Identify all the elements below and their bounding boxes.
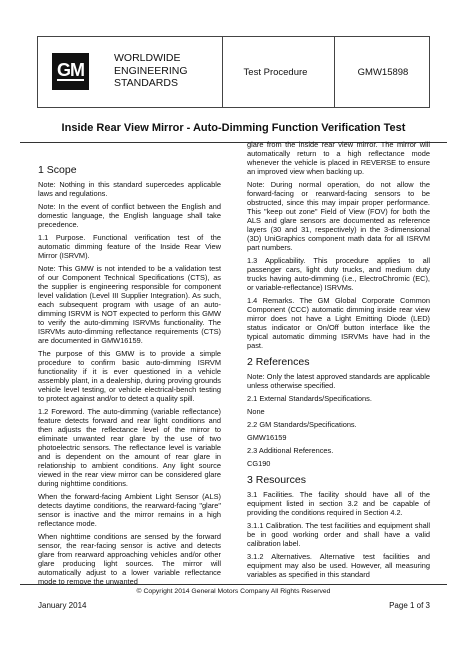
footer-date: January 2014: [38, 601, 87, 610]
paragraph: When nighttime conditions are sensed by the forward sensor, the rear-facing sensor is active and detects glare from rearward approaching vehicles and/or other glare producing light sources. The mirror will automatically adjust to a lower variable reflectance mode to remove the unwanted: [38, 532, 221, 586]
paragraph: None: [247, 407, 265, 416]
left-column: [38, 158, 221, 590]
paragraph: glare from the inside rear view mirror. The mirror will automatically return to a high reflectance mode whenever the vehicle is placed in REVERSE to ensure an improved view when backing up.: [247, 140, 430, 176]
org-name: WORLDWIDE ENGINEERING STANDARDS: [114, 52, 188, 89]
paragraph: 2.1 External Standards/Specifications.: [247, 394, 372, 403]
paragraph: 1.3 Applicability. This procedure applies to all passenger cars, light duty trucks, and medium duty trucks having auto-dimming (i.e., ElectroChromic (EC), or variable-reflectance) ISRVMs.: [247, 256, 430, 292]
paragraph: The purpose of this GMW is to provide a simple procedure to confirm basic auto-dimming ISRVM functionality if it is ever questioned in a vehicle assembly plant, in a dealership, during proving grounds vehicle level testing, or vehicle electrical-bench testing to protect against and/or to detect a quality spill.: [38, 349, 221, 403]
document-header: [37, 36, 430, 108]
paragraph: 1.2 Foreword. The auto-dimming (variable reflectance) feature detects forward and rear light conditions and then adjusts the reflectance level of the mirror to eliminate unwanted rear glare by the use of two photoelectric sensors. The reflectance level is variable and is dependent on the amount of rear glare in relationship to ambient conditions. Any light source viewed in the rear view mirror can be considered glare during nighttime conditions.: [38, 407, 221, 488]
footer-rule: [20, 584, 447, 585]
right-column: [247, 140, 430, 583]
header-divider: [334, 37, 335, 107]
paragraph: 1.4 Remarks. The GM Global Corporate Common Component (CCC) automatic dimming inside rear view mirror does not have a Light Emitting Diode (LED) status indicator or On/Off button interface like the typical automatic dimming ISRVMs have had in the past.: [247, 296, 430, 350]
paragraph: 2.3 Additional References.: [247, 446, 334, 455]
paragraph: 1.1 Purpose. Functional verification test of the automatic dimming feature of the Inside Rear View Mirror (ISRVM).: [38, 233, 221, 260]
gm-logo: GM: [52, 53, 89, 90]
paragraph: 2.2 GM Standards/Specifications.: [247, 420, 357, 429]
section-heading: 2 References: [247, 356, 310, 368]
paragraph: Note: This GMW is not intended to be a validation test of our Component Technical Specifications (CTS), as the supplier is engineering responsible for component level validation (Level III Supplier Integration). As such, each subsequent program with usage of an auto-dimming ISRVM is NOT expected to perform this GMW to verify the auto-dimming ISRVMs functionality. The ISRVMs auto-dimming reflectance requirements (CTS) are documented in GMW16159.: [38, 264, 221, 345]
paragraph: Note: In the event of conflict between the English and domestic language, the English language shall take precedence.: [38, 202, 221, 229]
paragraph: GMW16159: [247, 433, 287, 442]
paragraph: 3.1.1 Calibration. The test facilities and equipment shall be in good working order and shall have a valid calibration label.: [247, 521, 430, 548]
paragraph: Note: Only the latest approved standards are applicable unless otherwise specified.: [247, 372, 430, 390]
document-type: Test Procedure: [243, 67, 308, 78]
footer-page-number: Page 1 of 3: [389, 601, 430, 610]
paragraph: 3.1 Facilities. The facility should have all of the equipment listed in section 3.2 and be capable of providing the conditions required in Section 4.2.: [247, 490, 430, 517]
header-divider: [222, 37, 223, 107]
paragraph: 3.1.2 Alternatives. Alternative test facilities and equipment may also be used. However, all measuring variables as specified in this standard: [247, 552, 430, 579]
paragraph: When the forward-facing Ambient Light Sensor (ALS) detects daytime conditions, the rearward-facing "glare" sensor is inactive and the mirror remains in a high reflectance mode.: [38, 492, 221, 528]
section-heading: 3 Resources: [247, 474, 306, 486]
paragraph: CG190: [247, 459, 271, 468]
paragraph: Note: Nothing in this standard supercedes applicable laws and regulations.: [38, 180, 221, 198]
section-heading: 1 Scope: [38, 164, 77, 176]
page-title: Inside Rear View Mirror - Auto-Dimming Function Verification Test: [61, 122, 406, 134]
paragraph: Note: During normal operation, do not allow the forward-facing or rearward-facing sensors to be obstructed, since this may impair proper performance. This "keep out zone" Field of View (FOV) for both the ALS and glare sensors are documented as reference layers (30 and 31, respectively) in the 3-dimensional (3D) UniGraphics component math data for all ISRVM part numbers.: [247, 180, 430, 252]
document-number: GMW15898: [357, 67, 409, 78]
copyright: © Copyright 2014 General Motors Company All Rights Reserved: [136, 588, 331, 595]
